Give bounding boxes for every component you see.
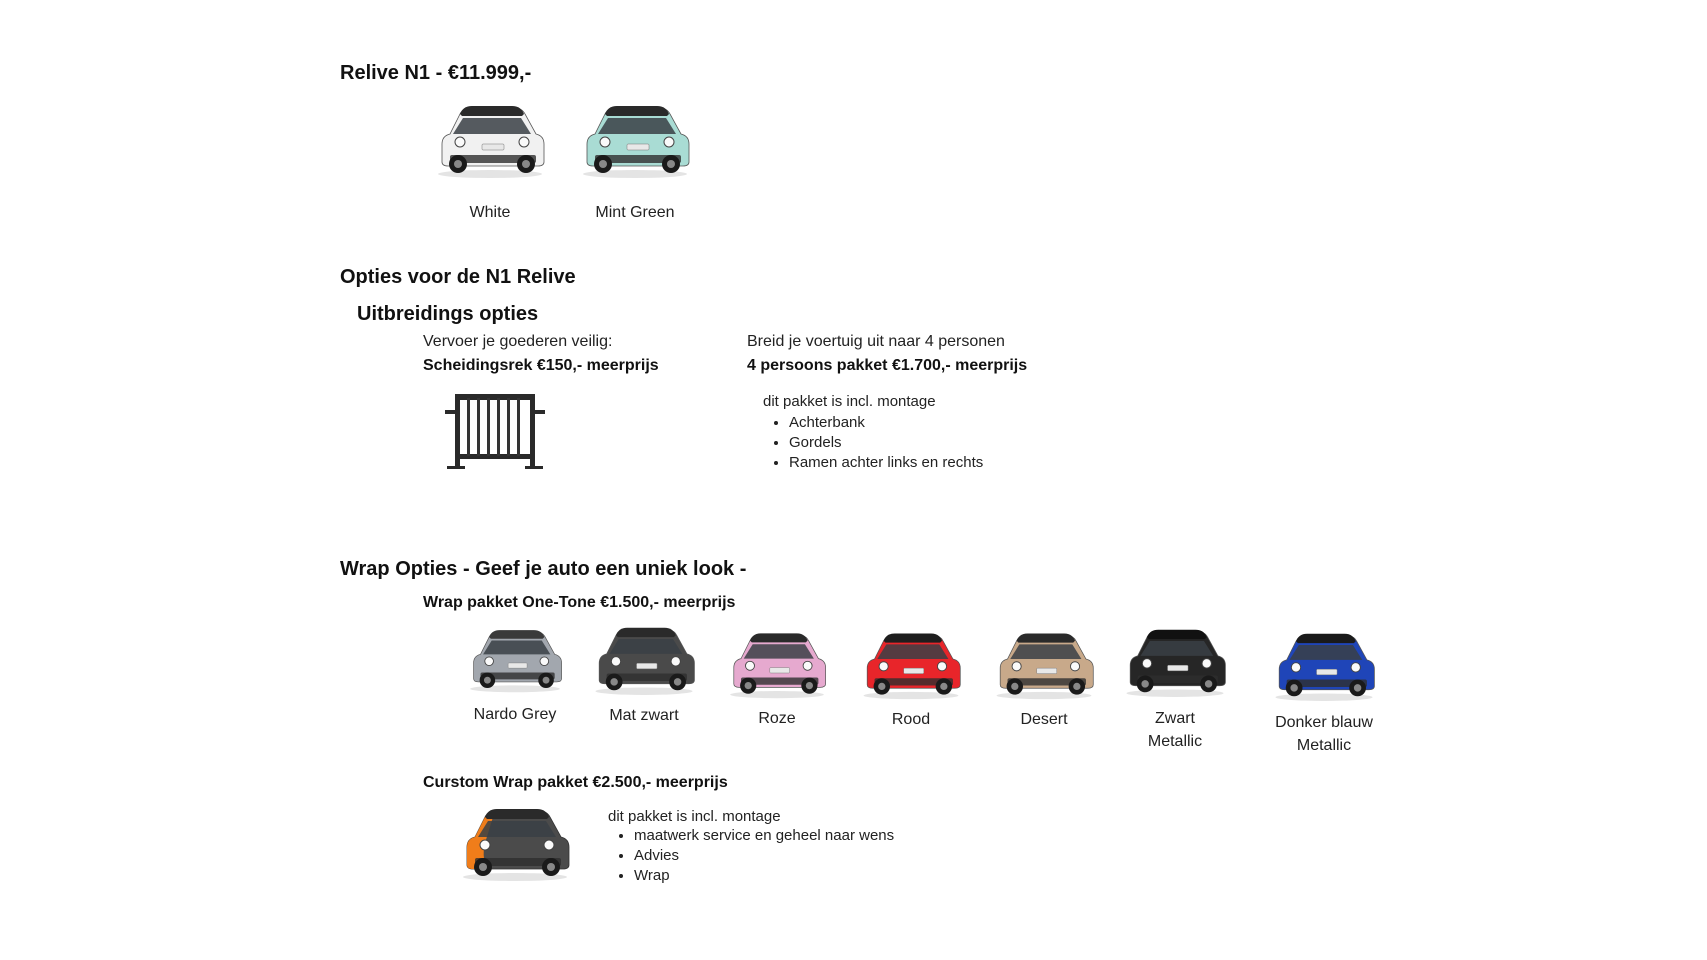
wrap-title: Wrap Opties - Geef je auto een uniek look - [340, 558, 747, 580]
color-option-white[interactable] [430, 100, 550, 222]
color-label: Mint Green [595, 204, 675, 221]
one-tone-title: Wrap pakket One-Tone €1.500,- meerprijs [423, 594, 736, 611]
color-label: Nardo Grey [473, 706, 557, 723]
color-label: Rood [891, 711, 931, 728]
car-icon [460, 625, 570, 694]
list-item: • Wrap [634, 866, 894, 886]
list-item: • Ramen achter links en rechts [789, 453, 983, 473]
car-icon [722, 628, 832, 700]
divider-offer: Scheidingsrek €150,- meerprijs [423, 357, 659, 374]
wrap-color-roze[interactable] [722, 628, 832, 728]
wrap-color-zwart-metallic[interactable] [1118, 624, 1232, 753]
car-icon [430, 100, 550, 180]
car-icon [586, 622, 702, 697]
car-icon [1118, 624, 1232, 699]
custom-wrap-note: dit pakket is incl. montage [608, 808, 781, 825]
color-label: Zwart Metallic [1147, 710, 1203, 750]
list-item: • Advies [634, 846, 894, 866]
wrap-color-nardo-grey[interactable] [460, 625, 570, 724]
color-label: White [469, 204, 511, 221]
color-label: Desert [1020, 711, 1068, 728]
options-title: Opties voor de N1 Relive [340, 266, 576, 288]
custom-wrap-car-icon [455, 803, 575, 883]
wrap-color-rood[interactable] [855, 628, 967, 729]
seats-offer: 4 persoons pakket €1.700,- meerprijs [747, 357, 1028, 374]
car-icon [1262, 628, 1386, 703]
list-item: • Gordels [789, 433, 983, 453]
options-subtitle: Uitbreidings opties [357, 303, 539, 325]
car-icon [855, 628, 967, 701]
wrap-color-donker-blauw-metallic[interactable] [1262, 628, 1386, 757]
seats-intro: Breid je voertuig uit naar 4 personen [747, 333, 1005, 350]
color-option-mint-green[interactable] [573, 100, 697, 222]
car-icon [988, 628, 1100, 701]
custom-wrap-title: Curstom Wrap pakket €2.500,- meerprijs [423, 774, 728, 791]
list-item: • maatwerk service en geheel naar wens [634, 826, 894, 846]
divider-intro: Vervoer je goederen veilig: [423, 333, 613, 350]
color-label: Donker blauw Metallic [1275, 714, 1373, 754]
color-label: Roze [758, 710, 796, 727]
divider-rack-icon [445, 388, 545, 483]
list-item: • Achterbank [789, 413, 983, 433]
wrap-color-mat-zwart[interactable] [586, 622, 702, 725]
seats-list [763, 413, 983, 473]
product-title: Relive N1 - €11.999,- [340, 62, 532, 84]
seats-note: dit pakket is incl. montage [763, 393, 936, 410]
custom-wrap-list [608, 826, 894, 886]
car-icon [573, 100, 697, 180]
color-label: Mat zwart [609, 707, 679, 724]
wrap-color-desert[interactable] [988, 628, 1100, 729]
